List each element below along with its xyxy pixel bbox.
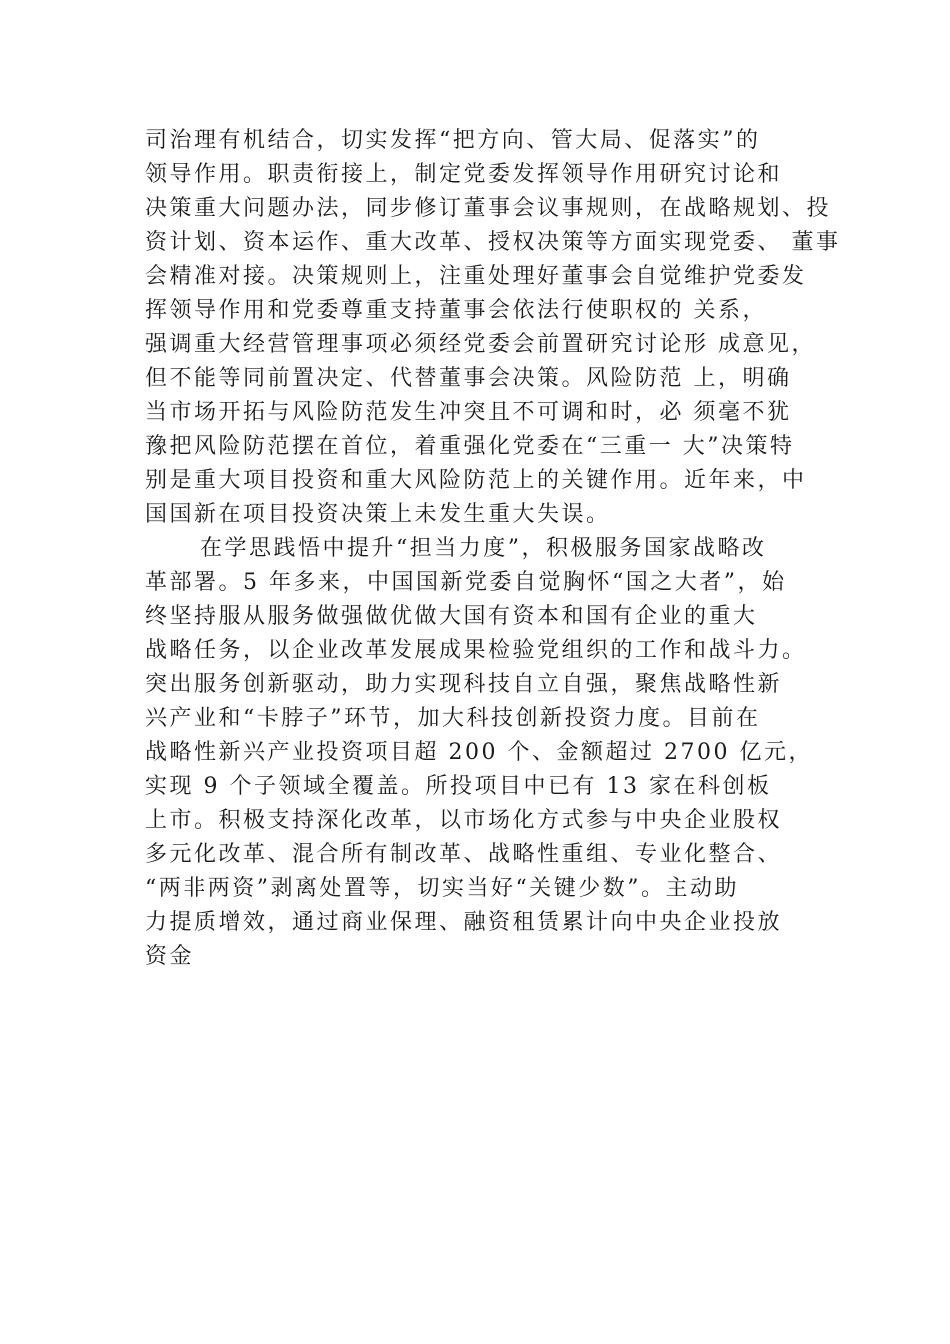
text-line: 当市场开拓与风险防范发生冲突且不可调和时，必 须毫不犹 xyxy=(145,400,792,425)
paragraph-first-line: 在学思践悟中提升“担当力度”，积极服务国家战略改 xyxy=(200,536,767,561)
text-line: 国国新在项目投资决策上未发生重大失误。 xyxy=(145,502,611,527)
text-line: 多元化改革、混合所有制改革、战略性重组、专业化整合、 xyxy=(145,842,783,867)
text-line: 豫把风险防范摆在首位，着重强化党委在“三重一 大”决策特 xyxy=(145,434,795,459)
text-line: 领导作用。职责衔接上，制定党委发挥领导作用研究讨论和 xyxy=(145,162,783,187)
text-line: 强调重大经营管理事项必须经党委会前置研究讨论形 成意见， xyxy=(145,332,816,357)
text-line: “两非两资”剥离处置等，切实当好“关键少数”。主动助 xyxy=(145,876,739,901)
text-line: 上市。积极支持深化改革，以市场化方式参与中央企业股权 xyxy=(145,808,783,833)
text-line: 战略任务，以企业改革发展成果检验党组织的工作和战斗力。 xyxy=(145,638,807,663)
text-line: 战略性新兴产业投资项目超 200 个、金额超过 2700 亿元， xyxy=(145,740,813,765)
text-line: 终坚持服从服务做强做优做大国有资本和国有企业的重大 xyxy=(145,604,758,629)
text-line: 革部署。5 年多来，中国国新党委自觉胸怀“国之大者”，始 xyxy=(145,570,787,595)
text-line: 但不能等同前置决定、代替董事会决策。风险防范 上，明确 xyxy=(145,366,792,391)
text-line: 兴产业和“卡脖子”环节，加大科技创新投资力度。目前在 xyxy=(145,706,761,731)
text-line: 挥领导作用和党委尊重支持董事会依法行使职权的 关系， xyxy=(145,298,767,323)
text-line: 决策重大问题办法，同步修订董事会议事规则，在战略规划、投 xyxy=(145,196,832,221)
text-line: 资金 xyxy=(145,944,195,969)
text-line: 实现 9 个子领域全覆盖。所投项目中已有 13 家在科创板 xyxy=(145,774,772,799)
text-line: 会精准对接。决策规则上，注重处理好董事会自觉维护党委发 xyxy=(145,264,807,289)
text-line: 突出服务创新驱动，助力实现科技自立自强，聚焦战略性新 xyxy=(145,672,783,697)
text-line: 资计划、资本运作、重大改革、授权决策等方面实现党委、 董事 xyxy=(145,230,841,255)
text-line: 别是重大项目投资和重大风险防范上的关键作用。近年来，中 xyxy=(145,468,807,493)
text-line: 司治理有机结合，切实发挥“把方向、管大局、促落实”的 xyxy=(145,128,761,153)
text-line: 力提质增效，通过商业保理、融资租赁累计向中央企业投放 xyxy=(145,910,783,935)
